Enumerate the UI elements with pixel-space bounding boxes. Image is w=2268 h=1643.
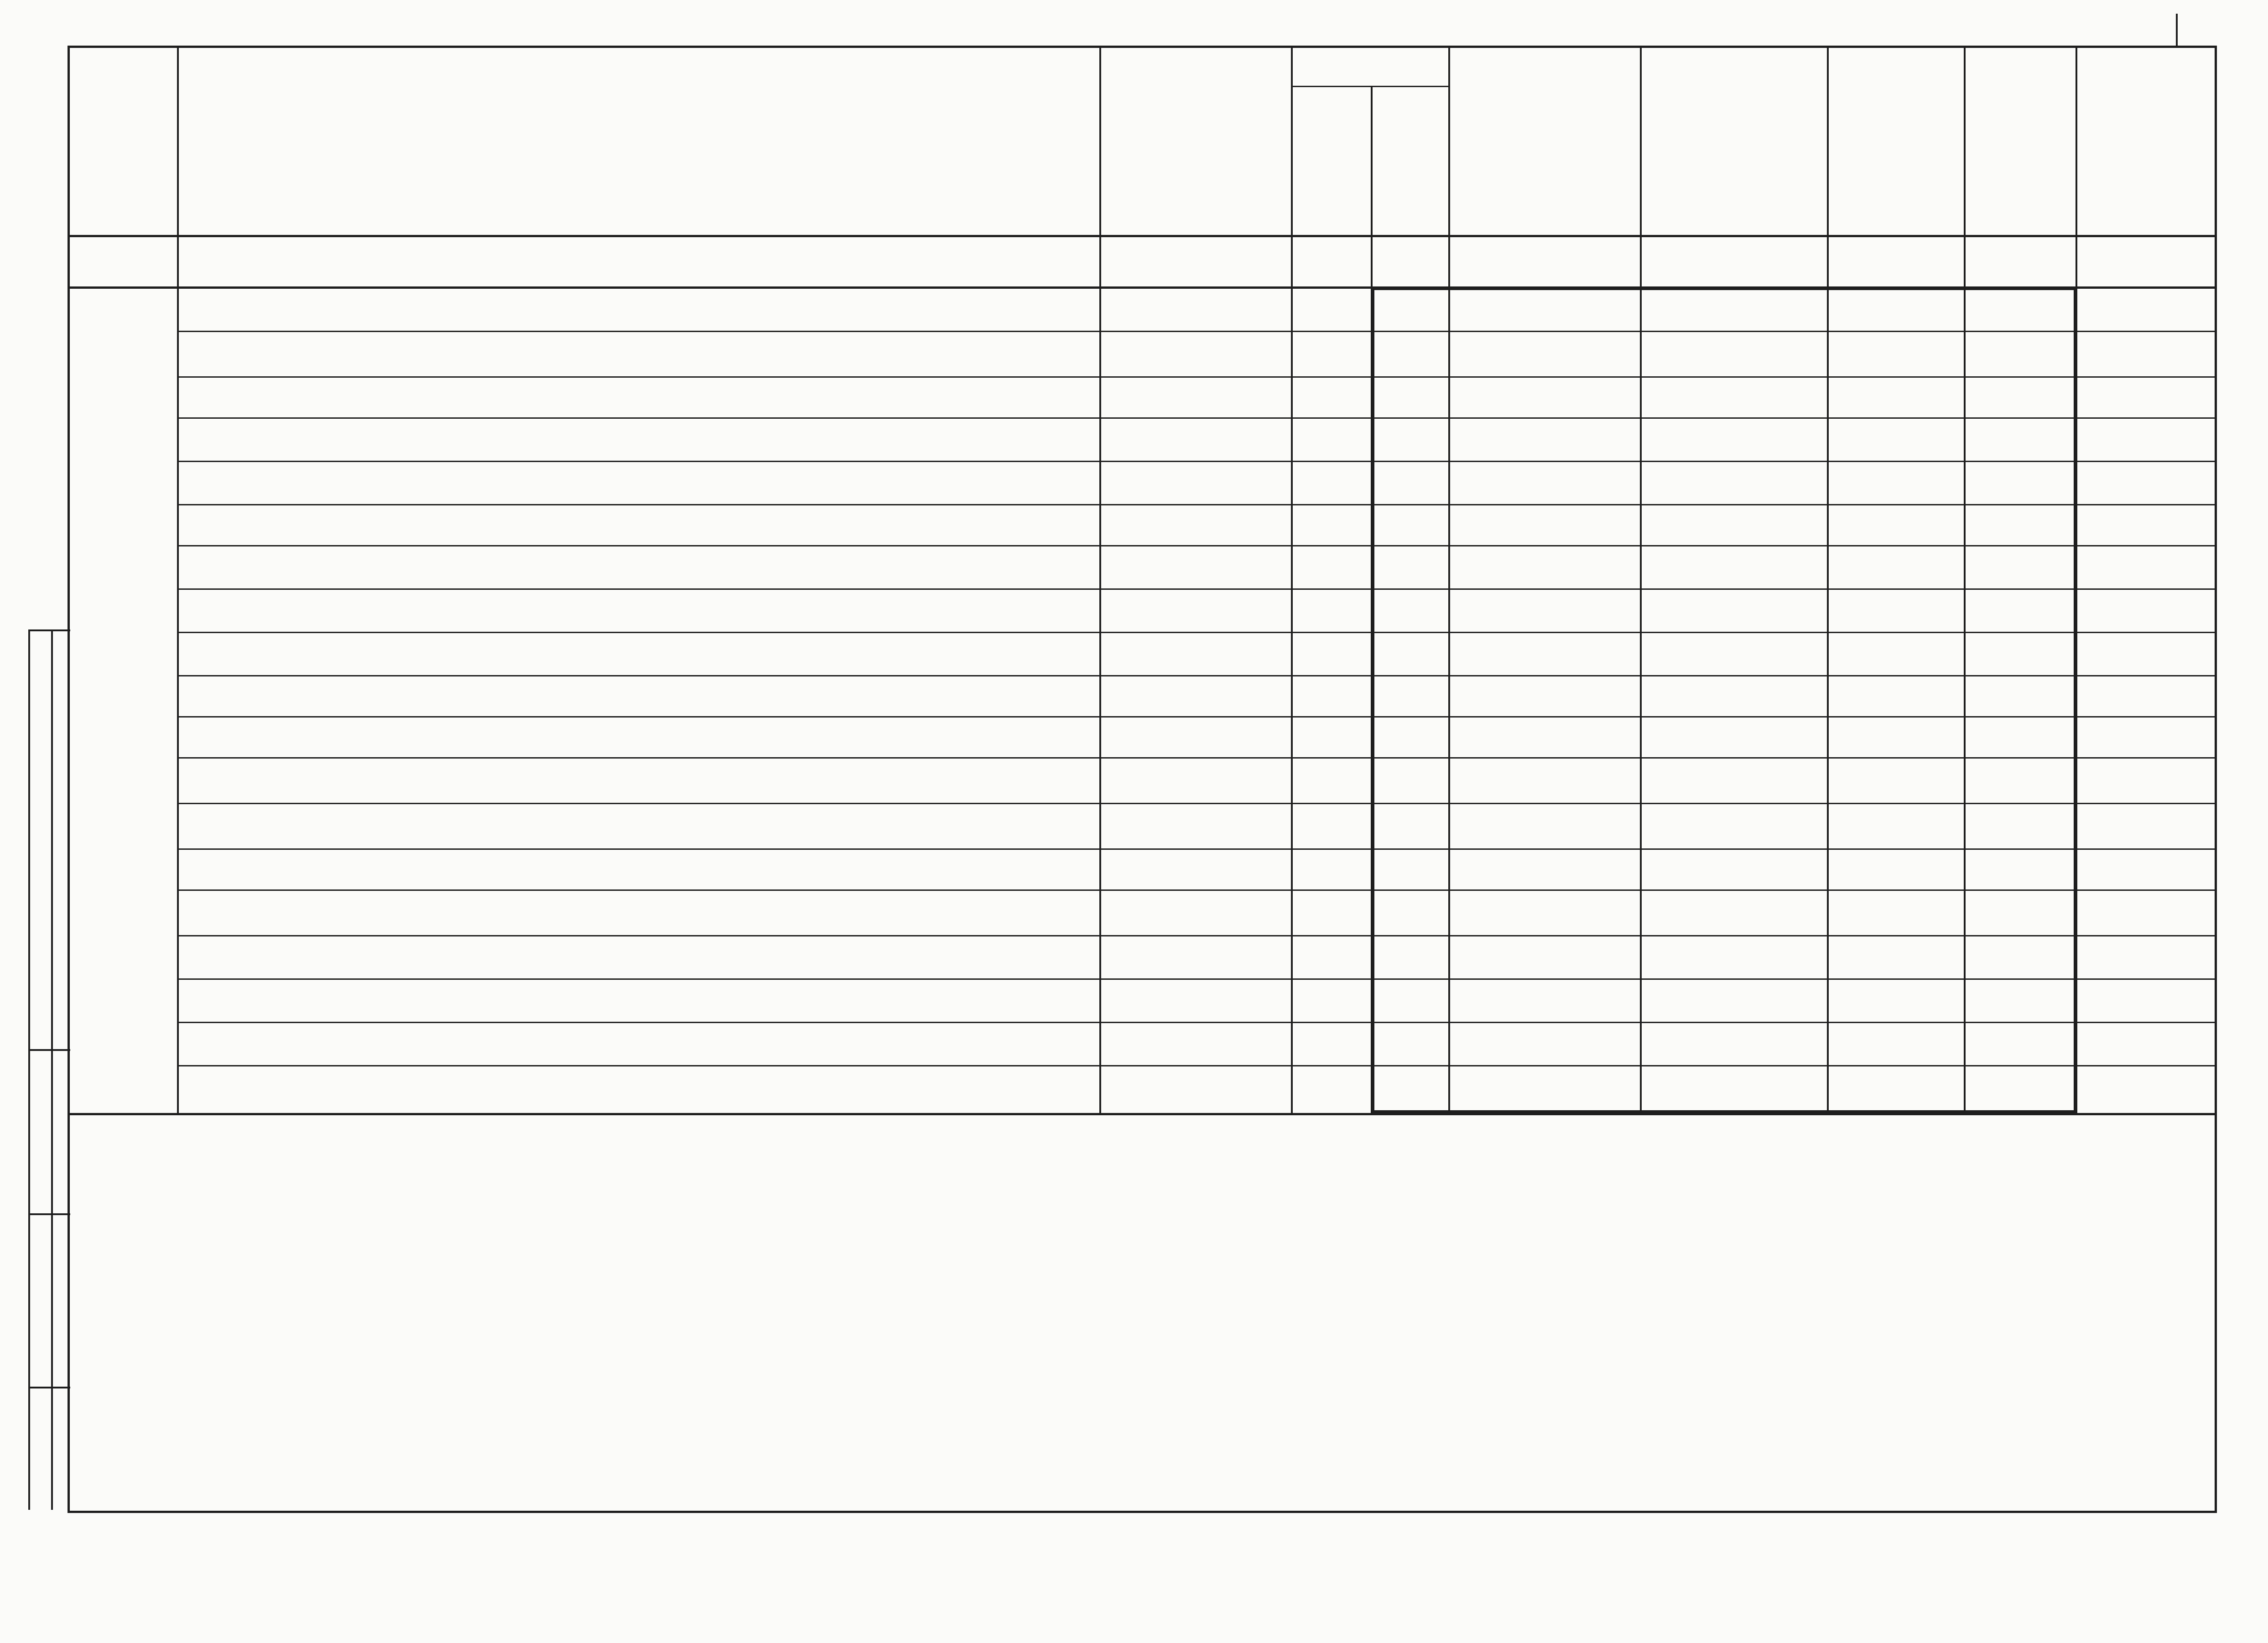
side-strip-line — [28, 1387, 70, 1388]
row-line — [178, 675, 2215, 676]
row-line — [178, 935, 2215, 936]
side-strip-line — [28, 1213, 70, 1215]
side-strip-line — [28, 629, 30, 1510]
row-line — [178, 545, 2215, 546]
row-line — [178, 376, 2215, 378]
row-line — [178, 461, 2215, 462]
row-line — [178, 504, 2215, 505]
corner-line — [2176, 14, 2178, 46]
row-line — [178, 632, 2215, 633]
row-line — [178, 1022, 2215, 1023]
row-line — [178, 978, 2215, 980]
side-strip-line — [51, 629, 53, 1510]
row-line — [178, 716, 2215, 718]
row-line — [178, 803, 2215, 804]
row-line — [178, 889, 2215, 891]
row-line — [178, 331, 2215, 332]
row-line — [178, 848, 2215, 850]
side-strip-line — [28, 629, 70, 631]
side-strip-line — [28, 1049, 70, 1051]
row-line — [178, 588, 2215, 590]
row-line — [178, 417, 2215, 419]
row-line — [178, 757, 2215, 759]
row-line — [178, 1065, 2215, 1066]
